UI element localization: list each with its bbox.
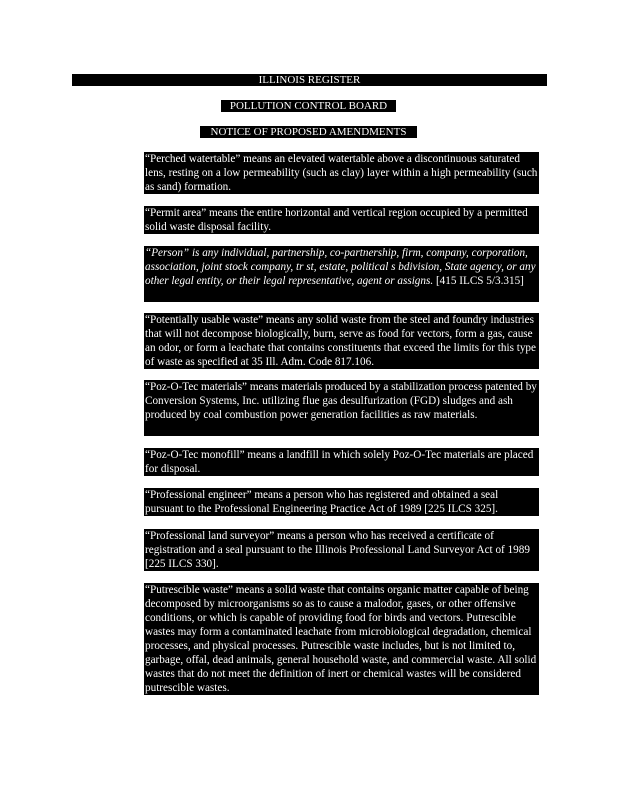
definition-text: means a landfill in which solely Poz-O-Tec materials are placed for disposal. <box>145 449 534 475</box>
definition-potentially-usable-waste <box>144 313 539 369</box>
definition-text: means a solid waste that contains organic matter capable of being decomposed by microorganisms so as to cause a malodor, gases, or other offensive conditions, or which is capable of providing food for birds and vectors. Putrescible wastes may form a contaminated leachate from microbiological degradation, chemical processes, and physical processes. Putrescible waste includes, but is not limited to, garbage, offal, dead animals, general household waste, and commercial waste. All solid wastes that do not meet the definition of inert or chemical wastes will be considered putrescible wastes. <box>145 584 537 694</box>
definition-text: means the entire horizontal and vertical region occupied by a permitted solid waste disposal facility. <box>145 207 528 233</box>
definition-term: “Putrescible waste” <box>145 584 233 596</box>
definition-poz-o-tec-materials <box>144 380 539 436</box>
board-heading: POLLUTION CONTROL BOARD <box>221 100 396 112</box>
definition-term: “Perched watertable” <box>145 153 241 165</box>
definition-term: “Permit area” <box>145 207 207 219</box>
definition-permit-area <box>144 206 539 234</box>
definition-term: “Poz-O-Tec materials” <box>145 381 248 393</box>
notice-heading: NOTICE OF PROPOSED AMENDMENTS <box>200 126 417 138</box>
statute-citation: [415 ILCS 5/3.315] <box>433 275 524 287</box>
definition-text: means any solid waste from the steel and foundry industries that will not decompose biologically, burn, serve as food for vectors, form a gas, cause an odor, or form a leachate that contains constituents that exceed the limits for this type of waste as specified at 35 Ill. Adm. Code 817.106. <box>145 314 536 368</box>
definition-term: “Professional engineer” <box>145 489 252 501</box>
definition-professional-engineer <box>144 488 539 516</box>
definition-text: means a person who has registered and obtained a seal pursuant to the Professional Engineering Practice Act of 1989 [225 ILCS 325]. <box>145 489 499 515</box>
definition-putrescible-waste <box>144 583 539 695</box>
definition-text: means materials produced by a stabilization process patented by Conversion Systems, Inc. utilizing flue gas desulfurization (FGD) sludges and ash produced by coal combustion power generation facilities as raw materials. <box>145 381 537 421</box>
definition-term: “Potentially usable waste” <box>145 314 264 326</box>
definition-poz-o-tec-monofill <box>144 448 539 476</box>
definition-term: “Poz-O-Tec monofill” <box>145 449 245 461</box>
definition-text: means an elevated watertable above a discontinuous saturated lens, resting on a low permeability (such as clay) layer within a high permeability (such as sand) formation. <box>145 153 538 193</box>
definition-professional-land-surveyor <box>144 529 539 571</box>
definition-term: “Person” <box>145 247 190 259</box>
register-header: ILLINOIS REGISTER <box>72 74 547 86</box>
definition-term: “Professional land surveyor” <box>145 530 275 542</box>
definition-text: is any individual, partnership, co-partnership, firm, company, corporation, association, joint stock company, tr st, estate, political s bdivision, State agency, or any other legal entity, or their legal representative, agent or assigns. <box>145 247 536 287</box>
definition-person <box>144 246 539 302</box>
definition-text: means a person who has received a certificate of registration and a seal pursuant to the Illinois Professional Land Surveyor Act of 1989 [225 ILCS 330]. <box>145 530 530 570</box>
definition-perched-watertable <box>144 152 539 194</box>
